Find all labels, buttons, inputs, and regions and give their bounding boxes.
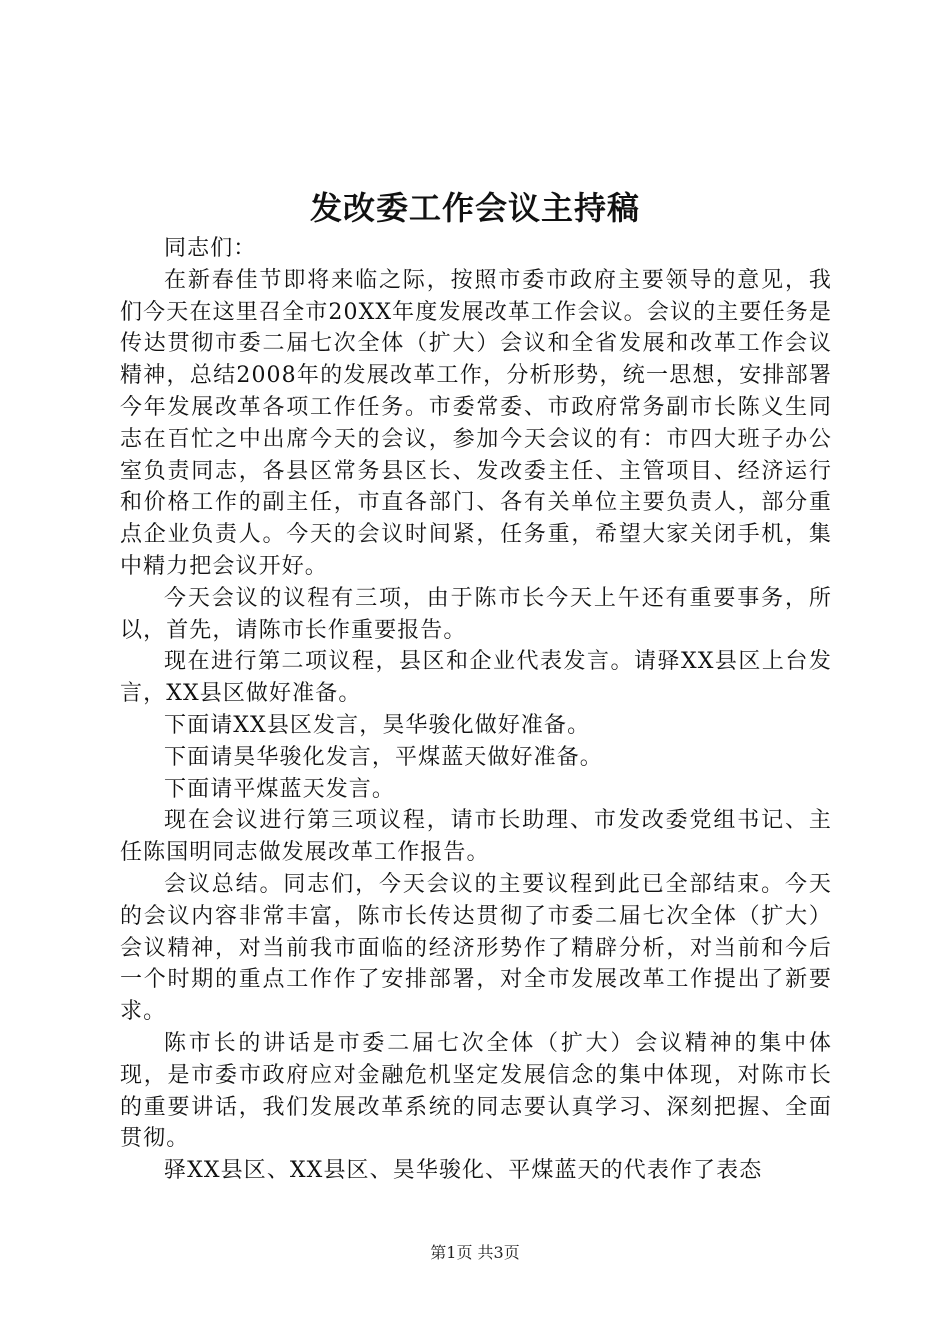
paragraph-speech-significance: 陈市长的讲话是市委二届七次全体（扩大）会议精神的集中体现，是市委市政府应对金融危机坚定发展信念的集中体现，对陈市长的重要讲话，我们发展改革系统的同志要认真学习、深刻把握、全面贯彻。 [120, 1030, 832, 1152]
document-title: 发改委工作会议主持稿 [309, 189, 640, 227]
paragraph-second-item: 现在进行第二项议程，县区和企业代表发言。请驿XX县区上台发言，XX县区做好准备。 [120, 649, 832, 707]
page-footer: 第1页 共3页 [430, 1243, 520, 1262]
paragraph-agenda: 今天会议的议程有三项，由于陈市长今天上午还有重要事务，所以，首先，请陈市长作重要报告。 [120, 585, 832, 643]
paragraph-speaker-3: 下面请昊华骏化发言，平煤蓝天做好准备。 [164, 744, 603, 770]
document-body [120, 233, 832, 1187]
paragraph-summary: 会议总结。同志们，今天会议的主要议程到此已全部结束。今天的会议内容非常丰富，陈市长传达贯彻了市委二届七次全体（扩大）会议精神，对当前我市面临的经济形势作了精辟分析，对当前和今后一个时期的重点工作作了安排部署，对全市发展改革工作提出了新要求。 [120, 871, 832, 1025]
paragraph-speaker-2: 下面请XX县区发言，昊华骏化做好准备。 [164, 712, 591, 738]
paragraph-representatives: 驿XX县区、XX县区、昊华骏化、平煤蓝天的代表作了表态 [164, 1158, 763, 1184]
paragraph-salutation: 同志们： [164, 236, 257, 261]
paragraph-third-item: 现在会议进行第三项议程，请市长助理、市发改委党组书记、主任陈国明同志做发展改革工作报告。 [120, 808, 832, 866]
paragraph-opening: 在新春佳节即将来临之际，按照市委市政府主要领导的意见，我们今天在这里召全市20XX年度发展改革工作会议。会议的主要任务是传达贯彻市委二届七次全体（扩大）会议和全省发展和改革工作会议精神，总结2008年的发展改革工作，分析形势，统一思想，安排部署今年发展改革各项工作任务。市委常委、市政府常务副市长陈义生同志在百忙之中出席今天的会议，参加今天会议的有：市四大班子办公室负责同志，各县区常务县区长、发改委主任、主管项目、经济运行和价格工作的副主任，市直各部门、各有关单位主要负责人，部分重点企业负责人。今天的会议时间紧，任务重，希望大家关闭手机，集中精力把会议开好。 [120, 267, 832, 579]
paragraph-speaker-4: 下面请平煤蓝天发言。 [164, 776, 396, 802]
